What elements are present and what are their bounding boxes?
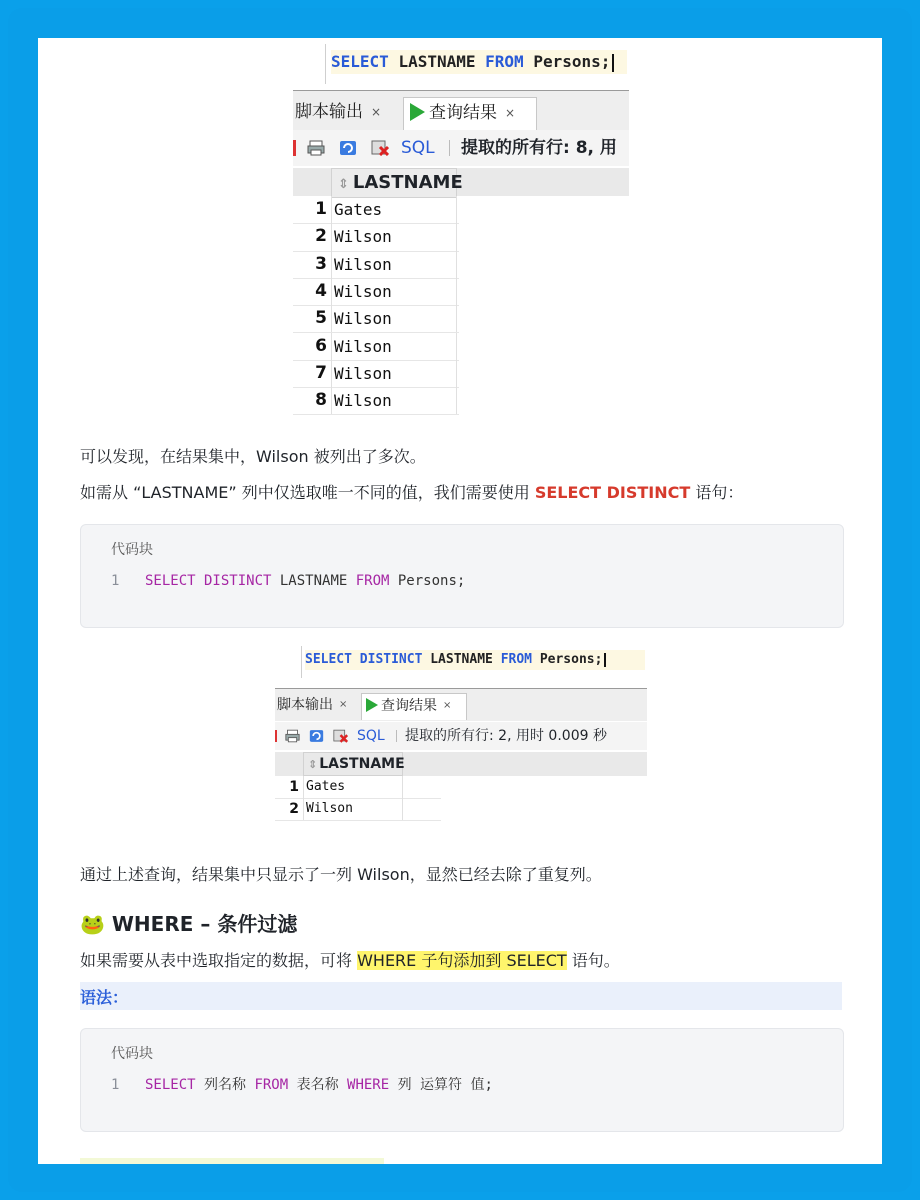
- play-icon: [410, 103, 425, 121]
- paragraph: [80, 482, 743, 504]
- play-icon: [366, 698, 378, 712]
- close-icon[interactable]: ×: [339, 699, 348, 710]
- code-block-label: 代码块: [111, 542, 153, 558]
- editor-gutter: [325, 44, 326, 84]
- cell-value[interactable]: Wilson: [331, 278, 457, 305]
- table-row[interactable]: [293, 278, 459, 306]
- cell-value[interactable]: Gates: [303, 776, 403, 798]
- cell-value[interactable]: Wilson: [331, 305, 457, 332]
- row-number: 2: [315, 226, 327, 247]
- column-header[interactable]: [303, 752, 403, 776]
- code-keyword: WHERE: [347, 1077, 390, 1093]
- sql-line: [331, 50, 627, 74]
- paragraph-text: 如果需要从表中选取指定的数据，可将: [80, 951, 358, 970]
- table-row[interactable]: [293, 387, 459, 415]
- sort-icon[interactable]: ⇕: [338, 177, 349, 192]
- table-row[interactable]: [293, 360, 459, 388]
- marker-icon: [293, 140, 296, 156]
- document-page: [38, 38, 882, 1164]
- tab-label: 脚本输出: [277, 697, 333, 713]
- row-number: 6: [315, 335, 327, 356]
- sql-editor: [293, 38, 629, 90]
- column-header[interactable]: [331, 168, 463, 198]
- text-cursor: [604, 653, 606, 667]
- table-row[interactable]: [293, 196, 459, 224]
- sql-keyword: FROM: [485, 52, 524, 71]
- results-grid-header: [293, 168, 629, 196]
- code-text: 列 运算符 值;: [389, 1077, 493, 1093]
- results-grid-body: [293, 196, 459, 420]
- cell-value[interactable]: Wilson: [331, 223, 457, 250]
- tab-label: 查询结果: [381, 698, 437, 714]
- code-keyword: SELECT DISTINCT: [145, 573, 272, 589]
- column-header-label: LASTNAME: [319, 756, 405, 772]
- sql-column: LASTNAME: [430, 652, 493, 667]
- results-toolbar: [275, 722, 647, 750]
- tab-label: 查询结果: [429, 103, 497, 123]
- sql-button[interactable]: SQL: [401, 138, 435, 158]
- paragraph: [80, 950, 620, 972]
- close-icon[interactable]: ×: [371, 105, 382, 119]
- emphasis-text: SELECT DISTINCT: [534, 483, 691, 502]
- sql-column: LASTNAME: [398, 52, 476, 71]
- row-number: 1: [289, 779, 299, 795]
- results-grid-body: [275, 776, 405, 822]
- code-text: 表名称: [288, 1077, 348, 1093]
- tab-query-results[interactable]: [361, 693, 467, 720]
- line-number: 1: [111, 1077, 120, 1093]
- heading-text: WHERE – 条件过滤: [111, 912, 298, 936]
- tab-query-results[interactable]: [403, 97, 537, 132]
- code-keyword: FROM: [254, 1077, 289, 1093]
- rows-fetched-status: 提取的所有行: 8, 用: [461, 138, 617, 158]
- paragraph-text: 语句：: [690, 483, 744, 502]
- sql-keyword: SELECT: [331, 52, 389, 71]
- frog-icon: 🐸: [80, 912, 105, 936]
- results-toolbar: [293, 130, 629, 166]
- close-icon[interactable]: ×: [443, 700, 452, 711]
- code-text: Persons;: [389, 573, 466, 589]
- divider: [449, 140, 450, 156]
- code-keyword: FROM: [355, 573, 390, 589]
- cell-value[interactable]: Wilson: [331, 360, 457, 387]
- sql-editor: [275, 642, 647, 686]
- row-number: 2: [289, 801, 299, 817]
- output-tabbar: [293, 90, 629, 131]
- sql-line: [305, 650, 645, 670]
- row-number: 3: [315, 253, 327, 274]
- refresh-icon[interactable]: [309, 729, 324, 743]
- close-icon[interactable]: ×: [505, 106, 516, 120]
- print-icon[interactable]: [285, 729, 300, 743]
- query-screenshot-2: [275, 642, 647, 826]
- print-icon[interactable]: [307, 140, 325, 156]
- cancel-icon[interactable]: [333, 729, 348, 743]
- tab-script-output[interactable]: [295, 97, 381, 131]
- table-row[interactable]: [293, 251, 459, 279]
- query-screenshot-1: [293, 38, 629, 420]
- cell-value[interactable]: Gates: [331, 196, 457, 223]
- table-row[interactable]: [275, 776, 441, 799]
- divider: [396, 730, 397, 742]
- sql-table: Persons;: [533, 52, 611, 71]
- section-heading: [80, 908, 297, 937]
- refresh-icon[interactable]: [339, 140, 357, 156]
- cancel-icon[interactable]: [371, 140, 389, 156]
- row-number: 4: [315, 280, 327, 301]
- next-block-edge: [80, 1158, 384, 1164]
- sort-icon[interactable]: ⇕: [308, 758, 318, 771]
- syntax-callout: [80, 982, 842, 1010]
- highlighted-text: WHERE 子句添加到 SELECT: [357, 951, 567, 970]
- row-number: 8: [315, 390, 327, 411]
- row-number: 5: [315, 308, 327, 329]
- code-line[interactable]: [145, 1075, 493, 1095]
- paragraph-text: 如需从 “LASTNAME” 列中仅选取唯一不同的值，我们需要使用: [80, 483, 535, 502]
- cell-value[interactable]: Wilson: [331, 251, 457, 278]
- code-text: LASTNAME: [271, 573, 356, 589]
- code-text: 列名称: [195, 1077, 255, 1093]
- editor-gutter: [301, 646, 302, 678]
- results-grid-header: [275, 752, 647, 776]
- column-header-label: LASTNAME: [352, 172, 463, 193]
- cell-value[interactable]: Wilson: [331, 333, 457, 360]
- output-tabbar: [275, 688, 647, 721]
- paragraph: 通过上述查询，结果集中只显示了一列 Wilson，显然已经去除了重复列。: [80, 865, 602, 884]
- syntax-label: 语法：: [80, 988, 129, 1007]
- rows-fetched-status: 提取的所有行: 2, 用时 0.009 秒: [405, 728, 607, 744]
- table-row[interactable]: [293, 223, 459, 251]
- row-number: 1: [315, 199, 327, 219]
- code-block-label: 代码块: [111, 1046, 153, 1062]
- table-row[interactable]: [293, 305, 459, 333]
- paragraph-text: 语句。: [566, 951, 620, 970]
- sql-button[interactable]: SQL: [357, 728, 385, 744]
- code-line[interactable]: [145, 571, 465, 591]
- table-row[interactable]: [293, 333, 459, 361]
- code-block: [80, 1028, 844, 1132]
- code-keyword: SELECT: [145, 1077, 196, 1093]
- text-cursor: [612, 54, 614, 72]
- sql-keyword: SELECT DISTINCT: [305, 652, 423, 667]
- line-number: 1: [111, 573, 120, 589]
- paragraph: 可以发现，在结果集中，Wilson 被列出了多次。: [80, 447, 426, 466]
- tab-label: 脚本输出: [295, 102, 363, 122]
- sql-keyword: FROM: [500, 652, 532, 667]
- table-row[interactable]: [275, 798, 441, 821]
- tab-script-output[interactable]: [277, 693, 347, 719]
- cell-value[interactable]: Wilson: [331, 387, 457, 414]
- sql-table: Persons;: [539, 652, 603, 667]
- cell-value[interactable]: Wilson: [303, 798, 403, 820]
- code-block: [80, 524, 844, 628]
- row-number: 7: [315, 362, 327, 383]
- marker-icon: [275, 730, 277, 742]
